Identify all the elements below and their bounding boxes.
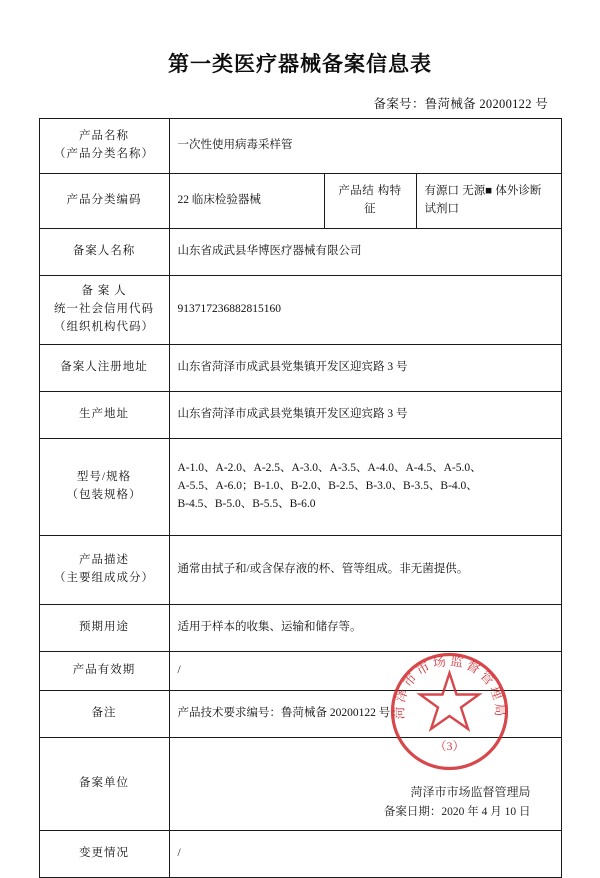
production-address-label: 生产地址 [39, 392, 169, 439]
table-row [39, 536, 561, 605]
table-row [39, 392, 561, 439]
structure-value: 有源口 无源■ 体外诊断试剂口 [416, 174, 561, 229]
model-label-line1: 型号/规格 [76, 471, 132, 484]
description-label-line1: 产品描述 [79, 554, 129, 567]
model-value-line1: A-1.0、A-2.0、A-2.5、A-3.0、A-3.5、A-4.0、A-4.5、A-5.0、 [177, 462, 482, 475]
structure-label-line2: 构特征 [364, 185, 402, 215]
remark-label: 备注 [39, 691, 169, 738]
filing-unit-value-cell [169, 738, 561, 831]
credit-code-label-line3: （组织机构代码） [54, 320, 154, 333]
intended-use-value: 适用于样本的收集、运输和储存等。 [169, 605, 561, 652]
filer-name-label: 备案人名称 [39, 229, 169, 276]
production-address-value: 山东省菏泽市成武县党集镇开发区迎宾路 3 号 [169, 392, 561, 439]
document-page [0, 48, 600, 860]
description-label [39, 536, 169, 605]
table-row [39, 605, 561, 652]
page-title: 第一类医疗器械备案信息表 [168, 52, 432, 76]
class-code-label: 产品分类编码 [39, 174, 169, 229]
registered-address-value: 山东省菏泽市成武县党集镇开发区迎宾路 3 号 [169, 345, 561, 392]
table-row [39, 652, 561, 691]
model-label [39, 439, 169, 536]
svg-text:（3）: （3） [434, 739, 465, 753]
product-name-label-line2: （产品分类名称） [54, 148, 154, 160]
description-value: 通常由拭子和/或含保存液的杯、管等组成。非无菌提供。 [169, 536, 561, 605]
product-name-label-line1: 产品名称 [79, 130, 129, 143]
registered-address-label: 备案人注册地址 [39, 345, 169, 392]
remark-value: 产品技术要求编号：鲁菏械备 20200122 号 [169, 691, 561, 738]
structure-label [324, 174, 416, 229]
product-name-label [39, 119, 169, 174]
filing-date-value: 备案日期：2020 年 4 月 10 日 [383, 806, 531, 819]
shelf-life-value: / [169, 652, 561, 691]
intended-use-label: 预期用途 [39, 605, 169, 652]
model-label-line2: （包装规格） [66, 489, 142, 501]
model-value-line3: B-4.5、B-5.0、B-5.5、B-6.0 [177, 497, 316, 510]
credit-code-label-line2: 统一社会信用代码 [54, 303, 154, 316]
table-row [39, 174, 561, 229]
table-row [39, 276, 561, 345]
product-name-value: 一次性使用病毒采样管 [169, 119, 561, 174]
class-code-value: 22 临床检验器械 [169, 174, 324, 229]
model-value [169, 439, 561, 536]
table-row [39, 439, 561, 536]
change-label: 变更情况 [39, 831, 169, 878]
filing-info-table [39, 118, 562, 878]
credit-code-value: 913717236882815160 [169, 276, 561, 345]
table-row [39, 229, 561, 276]
credit-code-label [39, 276, 169, 345]
model-value-line2: A-5.5、A-6.0；B-1.0、B-2.0、B-2.5、B-3.0、B-3.5、B-4.0、 [177, 480, 478, 493]
structure-label-line1: 产品结 [338, 185, 375, 198]
table-row [39, 119, 561, 174]
table-row [39, 345, 561, 392]
svg-text:菏泽市市场监督管理局: 菏泽市市场监督管理局 [391, 652, 508, 720]
table-row [39, 691, 561, 738]
filer-name-value: 山东省成武县华博医疗器械有限公司 [169, 229, 561, 276]
table-row [39, 738, 561, 831]
shelf-life-label: 产品有效期 [39, 652, 169, 691]
change-value: / [169, 831, 561, 878]
record-number: 备案号：鲁菏械备 20200122 号 [373, 97, 548, 111]
table-row [39, 831, 561, 878]
filing-unit-value: 菏泽市市场监督管理局 [410, 785, 531, 800]
description-label-line2: （主要组成成分） [54, 572, 154, 584]
credit-code-label-line1: 备 案 人 [81, 285, 127, 298]
filing-unit-label: 备案单位 [39, 738, 169, 831]
